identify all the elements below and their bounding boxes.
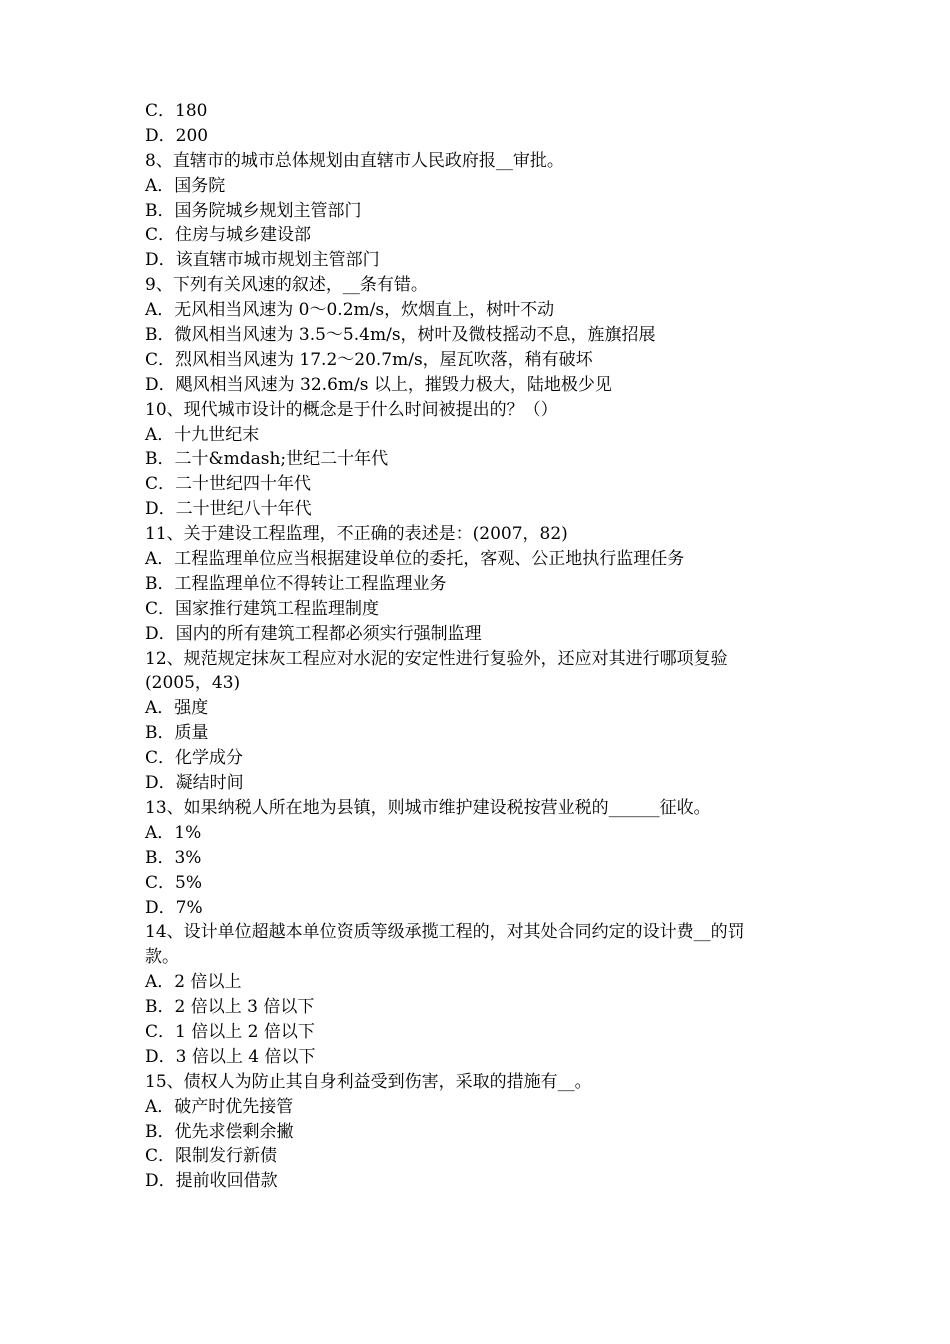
text-line: A．工程监理单位应当根据建设单位的委托，客观、公正地执行监理任务 (145, 549, 685, 570)
text-line: C．住房与城乡建设部 (145, 225, 312, 246)
text-line: B．工程监理单位不得转让工程监理业务 (145, 573, 447, 594)
text-line: C．化学成分 (145, 748, 244, 769)
text-line: B．国务院城乡规划主管部门 (145, 200, 362, 221)
text-line: D．国内的所有建筑工程都必须实行强制监理 (145, 623, 482, 644)
text-line: A．十九世纪末 (145, 424, 260, 445)
text-line: 8、直辖市的城市总体规划由直辖市人民政府报__审批。 (145, 150, 564, 171)
text-line: D．3 倍以上 4 倍以下 (145, 1046, 316, 1067)
text-line: B．二十&mdash;世纪二十年代 (145, 449, 389, 470)
text-line: B．优先求偿剩余撇 (145, 1121, 294, 1142)
text-line: B．3% (145, 847, 202, 868)
text-line: 12、规范规定抹灰工程应对水泥的安定性进行复验外，还应对其进行哪项复验 (145, 648, 728, 669)
text-line: 9、下列有关风速的叙述，__条有错。 (145, 275, 428, 296)
text-line: A．无风相当风速为 0～0.2m/s，炊烟直上，树叶不动 (145, 300, 555, 321)
text-line: C．烈风相当风速为 17.2～20.7m/s，屋瓦吹落，稍有破坏 (145, 349, 593, 370)
text-line: B．质量 (145, 723, 209, 744)
text-line: C．国家推行建筑工程监理制度 (145, 598, 380, 619)
text-line: A．强度 (145, 698, 209, 719)
text-line: C．5% (145, 872, 202, 893)
text-line: (2005，43) (145, 673, 241, 694)
text-line: B．微风相当风速为 3.5～5.4m/s，树叶及微枝摇动不息，旌旗招展 (145, 325, 656, 346)
text-line: 13、如果纳税人所在地为县镇，则城市维护建设税按营业税的______征收。 (145, 797, 711, 818)
text-line: D．凝结时间 (145, 773, 244, 794)
text-line: D．200 (145, 125, 209, 146)
text-line: C．限制发行新债 (145, 1146, 278, 1167)
text-line: D．该直辖市城市规划主管部门 (145, 250, 380, 271)
text-line: A．国务院 (145, 175, 226, 196)
text-line: C．二十世纪四十年代 (145, 474, 312, 495)
text-line: A．2 倍以上 (145, 972, 242, 993)
text-line: 11、关于建设工程监理，不正确的表述是：(2007，82) (145, 524, 568, 545)
text-line: A．1% (145, 822, 202, 843)
text-line: B．2 倍以上 3 倍以下 (145, 997, 315, 1018)
text-line: D．7% (145, 897, 203, 918)
text-line: C．180 (145, 101, 208, 121)
text-line: 款。 (145, 947, 179, 968)
text-line: 14、设计单位超越本单位资质等级承揽工程的，对其处合同约定的设计费__的罚 (145, 922, 745, 943)
document-body (145, 99, 825, 1194)
text-line: D．提前收回借款 (145, 1171, 278, 1192)
text-line: 10、现代城市设计的概念是于什么时间被提出的？（） (145, 399, 558, 420)
text-line: D．二十世纪八十年代 (145, 499, 312, 520)
text-line: A．破产时优先接管 (145, 1096, 294, 1117)
text-line: D．飓风相当风速为 32.6m/s 以上，摧毁力极大，陆地极少见 (145, 374, 612, 395)
text-line: C．1 倍以上 2 倍以下 (145, 1021, 315, 1042)
text-line: 15、债权人为防止其自身利益受到伤害，采取的措施有__。 (145, 1071, 592, 1092)
